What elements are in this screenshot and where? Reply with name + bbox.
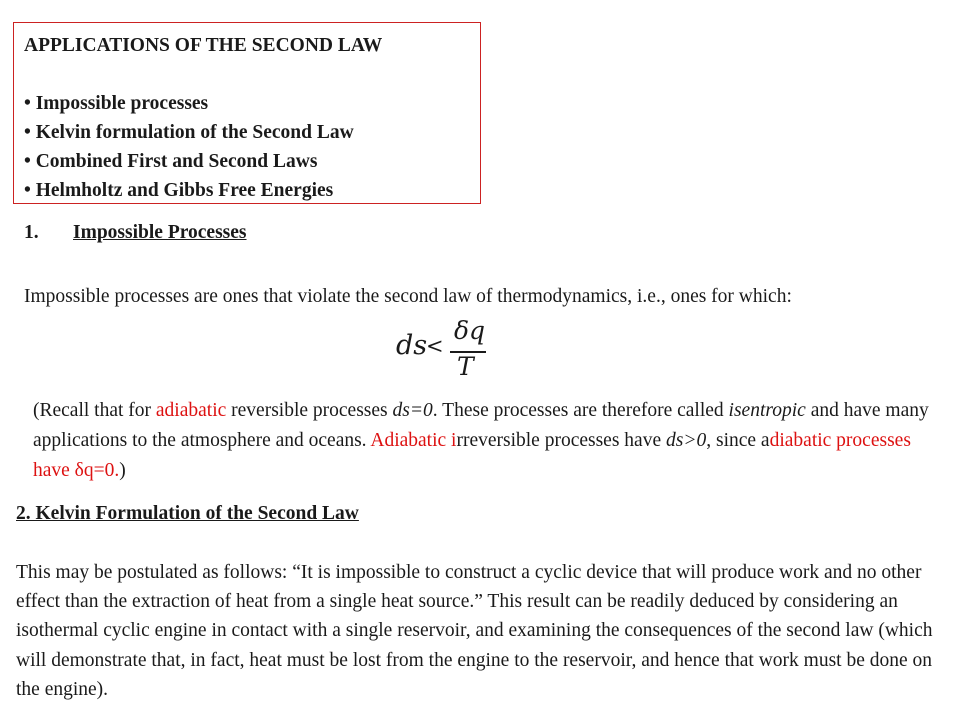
section1-heading: [24, 222, 247, 244]
entropy-inequality-equation: [394, 318, 504, 384]
topic-item-free-energies: • Helmholtz and Gibbs Free Energies: [24, 176, 480, 205]
highlight-adiabatic-irreversible: Adiabatic i: [370, 430, 457, 451]
recall-text: , since a: [706, 430, 770, 451]
recall-text: . These processes are therefore called: [432, 400, 729, 421]
equation-denominator: T: [457, 352, 474, 381]
topic-item-impossible-processes: • Impossible processes: [24, 89, 480, 118]
equation-lhs: ds: [396, 330, 428, 361]
section2-paragraph: This may be postulated as follows: “It is impossible to construct a cyclic device that will produce work and no other effect than the extraction of heat from a single heat source.” This result can be readily deduced by considering an isothermal cyclic engine in contact with a single reservoir, and examining the consequences of the second law (which will demonstrate that, in fact, heat must be lost from the engine to the reservoir, and hence that work must be done on the engine).: [16, 562, 933, 700]
term-isentropic: isentropic: [728, 400, 806, 421]
section1-paragraph: Impossible processes are ones that violate the second law of thermodynamics, i.e., ones for which:: [24, 286, 792, 307]
recall-text: ): [119, 460, 126, 481]
recall-text: (Recall that for: [33, 400, 156, 421]
section1-number: 1.: [24, 222, 39, 243]
recall-text: and have many applications to the atmosphere and oceans.: [33, 400, 929, 451]
highlight-adiabatic: adiabatic: [155, 400, 227, 421]
highlight-adiabatic-dq-zero: diabatic processes have δq=0.: [33, 430, 911, 481]
equation-numerator: δq: [454, 316, 486, 345]
recall-text: rreversible processes have: [456, 430, 666, 451]
formula-ds-zero: ds=0: [392, 400, 433, 421]
recall-note: [33, 396, 933, 486]
topic-item-kelvin-formulation: • Kelvin formulation of the Second Law: [24, 118, 480, 147]
equation-relation: <: [426, 334, 444, 358]
topic-item-combined-laws: • Combined First and Second Laws: [24, 147, 480, 176]
topic-summary-box: [13, 22, 481, 204]
section1-title: Impossible Processes: [73, 222, 247, 243]
section2-heading: 2. Kelvin Formulation of the Second Law: [16, 503, 359, 524]
slide-title: APPLICATIONS OF THE SECOND LAW: [24, 35, 383, 56]
formula-ds-positive: ds>0: [665, 430, 707, 451]
recall-text: reversible processes: [226, 400, 393, 421]
